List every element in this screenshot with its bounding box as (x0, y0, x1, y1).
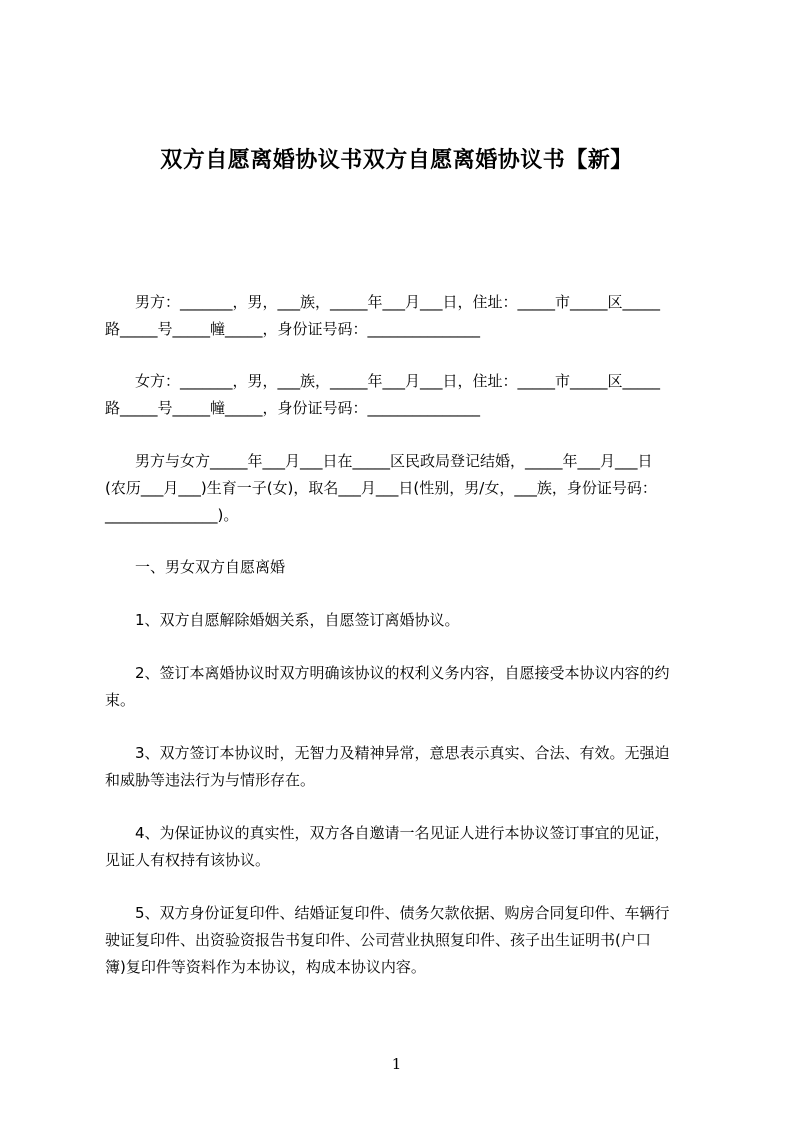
text-line: 和威胁等违法行为与情形存在。 (105, 771, 316, 789)
text-line: 2、签订本离婚协议时双方明确该协议的权利义务内容，自愿接受本协议内容的约 (105, 664, 670, 682)
text-line: 一、男女双方自愿离婚 (105, 558, 286, 576)
text-line: _______________)。 (105, 506, 239, 524)
text-line: 簿)复印件等资料作为本协议，构成本协议内容。 (105, 958, 426, 976)
clause-4 (105, 820, 705, 874)
clause-2 (105, 660, 705, 714)
text-line: 男方与女方_____年___月___日在_____区民政局登记结婚，_____年___月___日 (105, 452, 653, 470)
document-title: 双方自愿离婚协议书双方自愿离婚协议书【新】 (160, 148, 633, 173)
text-line: 3、双方签订本协议时，无智力及精神异常，意思表示真实、合法、有效。无强迫 (105, 744, 670, 762)
page-number: 1 (391, 1055, 402, 1073)
clause-5 (105, 900, 705, 981)
text-line: (农历___月___)生育一子(女)，取名___月___日(性别，男/女，___族，身份证号码： (105, 479, 657, 497)
paragraph-wife-info (105, 368, 705, 422)
text-line: 女方：_______，男，___族，_____年___月___日，住址：_____市_____区_____ (105, 372, 661, 390)
clause-1 (105, 607, 705, 634)
text-line: 1、双方自愿解除婚姻关系，自愿签订离婚协议。 (105, 611, 460, 629)
paragraph-marriage-info (105, 448, 705, 529)
text-line: 路_____号_____幢_____，身份证号码：_______________ (105, 320, 481, 338)
text-line: 男方：_______，男，___族，_____年___月___日，住址：_____市_____区_____ (105, 293, 661, 311)
text-line: 路_____号_____幢_____，身份证号码：_______________ (105, 399, 481, 417)
text-line: 见证人有权持有该协议。 (105, 851, 271, 869)
paragraph-husband-info (105, 289, 705, 343)
clause-3 (105, 740, 705, 794)
text-line: 驶证复印件、出资验资报告书复印件、公司营业执照复印件、孩子出生证明书(户口 (105, 931, 651, 949)
section-heading-1 (105, 554, 705, 581)
text-line: 4、为保证协议的真实性，双方各自邀请一名见证人进行本协议签订事宜的见证， (105, 824, 670, 842)
text-line: 束。 (105, 691, 136, 709)
text-line: 5、双方身份证复印件、结婚证复印件、债务欠款依据、购房合同复印件、车辆行 (105, 904, 670, 922)
